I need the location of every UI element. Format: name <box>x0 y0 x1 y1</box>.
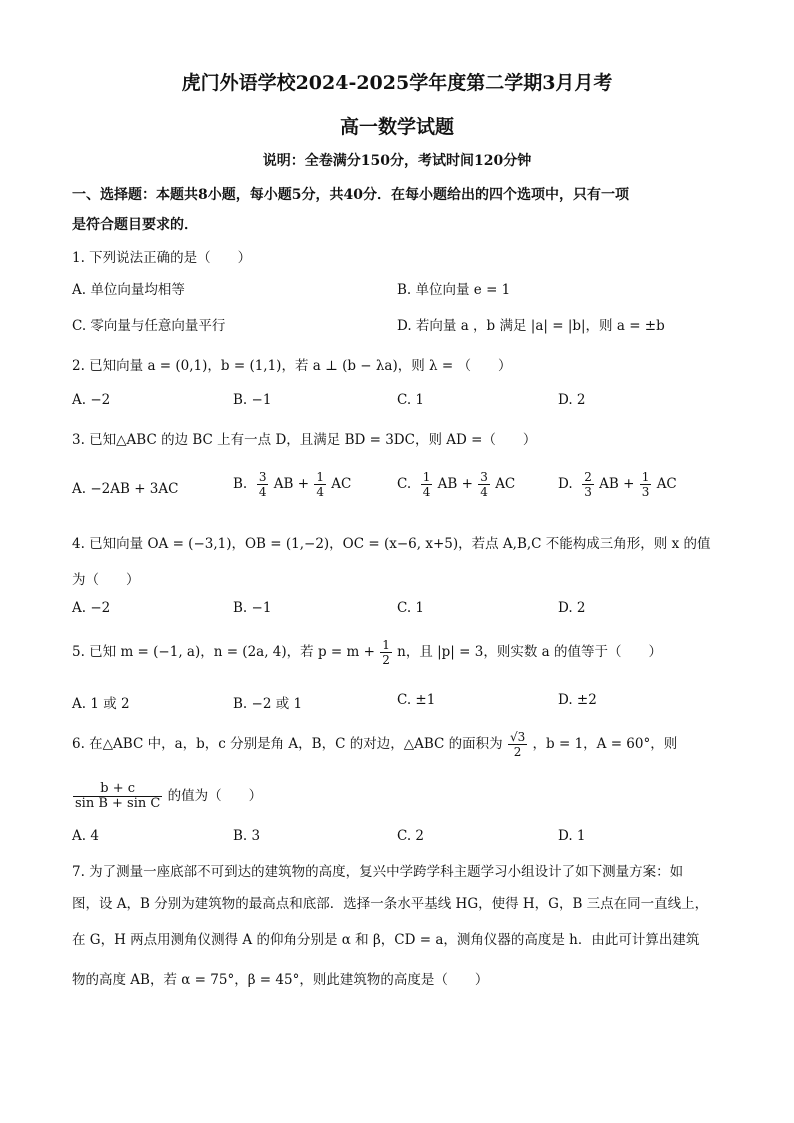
frac-numerator: √3 <box>509 730 526 744</box>
q6-stem <box>72 730 677 759</box>
q3-option-b-frac1 <box>257 470 269 499</box>
q6-stem-pre: 6. 在△ABC 中，a，b，c 分别是角 A，B，C 的对边，△ABC 的面积为 <box>72 736 503 752</box>
q2-option-d: D. 2 <box>558 392 586 408</box>
frac-numerator: 1 <box>382 638 390 652</box>
q5-option-a: A. 1 或 2 <box>72 696 130 712</box>
frac-denominator: 3 <box>641 485 650 499</box>
frac-numerator: b + c <box>73 782 162 797</box>
q3-stem: 3. 已知△ABC 的边 BC 上有一点 D，且满足 BD = 3DC，则 AD =（ ） <box>72 432 537 448</box>
frac-denominator: 4 <box>480 485 488 499</box>
frac-denominator: 4 <box>316 485 324 499</box>
q7-line1: 7. 为了测量一座底部不可到达的建筑物的高度，复兴中学跨学科主题学习小组设计了如下测量方案：如 <box>72 864 684 880</box>
q2-option-c: C. 1 <box>397 392 425 408</box>
frac-numerator: 1 <box>641 470 650 484</box>
q3-option-b-mid: AB + <box>273 476 310 492</box>
q6-ratio-fraction <box>73 782 162 811</box>
q5-stem <box>72 638 662 667</box>
frac-denominator: 2 <box>382 653 390 667</box>
exam-title: 虎门外语学校2024-2025学年度第二学期3月月考 <box>181 72 613 94</box>
q1-stem: 1. 下列说法正确的是（ ） <box>72 250 252 266</box>
q6-stem-post2: 的值为（ ） <box>167 788 263 804</box>
q7-line2: 图，设 A，B 分别为建筑物的最高点和底部．选择一条水平基线 HG，使得 H，G，B 三点在同一直线上， <box>72 896 709 912</box>
q3-option-c-mid: AB + <box>437 476 473 492</box>
frac-numerator: 3 <box>480 470 488 484</box>
q3-option-a: A. −2AB + 3AC <box>72 481 179 497</box>
frac-numerator: 1 <box>316 470 324 484</box>
frac-numerator: 3 <box>258 470 267 484</box>
q5-option-d: D. ±2 <box>558 692 597 708</box>
q2-option-a: A. −2 <box>72 392 111 408</box>
q3-option-c-frac2 <box>478 470 490 499</box>
q5-half-fraction <box>380 638 392 667</box>
q7-line3: 在 G，H 两点用测角仪测得 A 的仰角分别是 α 和 β，CD = a，测角仪器的高度是 h．由此可计算出建筑 <box>72 932 700 948</box>
q7-line4: 物的高度 AB，若 α = 75°，β = 45°，则此建筑物的高度是（ ） <box>72 972 489 988</box>
q6-option-b: B. 3 <box>233 828 261 844</box>
section-heading-line1: 一、选择题：本题共8小题，每小题5分，共40分．在每小题给出的四个选项中，只有一项 <box>72 187 629 203</box>
q3-option-b-label: B. <box>233 476 248 492</box>
q3-option-d-label: D. <box>558 476 573 492</box>
q2-stem: 2. 已知向量 a = (0,1)，b = (1,1)，若 a ⊥ (b − λa)，则 λ = （ ） <box>72 358 512 374</box>
q3-option-b <box>233 470 351 499</box>
frac-denominator: sin B + sin C <box>75 796 161 811</box>
q6-stem-post: ，b = 1，A = 60°，则 <box>532 736 678 752</box>
q6-area-fraction <box>508 730 527 759</box>
q5-stem-pre: 5. 已知 m = (−1, a)，n = (2a, 4)，若 p = m + <box>72 644 375 660</box>
q4-stem-line2: 为（ ） <box>72 572 140 588</box>
q6-option-c: C. 2 <box>397 828 425 844</box>
q3-option-c-end: AC <box>495 476 516 492</box>
frac-denominator: 3 <box>584 485 592 499</box>
q1-option-b: B. 单位向量 e = 1 <box>397 282 511 298</box>
frac-numerator: 2 <box>584 470 592 484</box>
frac-numerator: 1 <box>422 470 431 484</box>
q1-option-d: D. 若向量 a ，b 满足 |a| = |b|，则 a = ±b <box>397 318 665 334</box>
q6-option-d: D. 1 <box>558 828 586 844</box>
q5-stem-post: n，且 |p| = 3，则实数 a 的值等于（ ） <box>397 644 662 660</box>
q3-option-c <box>397 470 515 499</box>
q3-option-c-frac1 <box>421 470 433 499</box>
exam-note: 说明：全卷满分150分，考试时间120分钟 <box>262 153 532 169</box>
q6-stem-line2 <box>72 782 262 811</box>
frac-denominator: 4 <box>258 485 267 499</box>
q3-option-c-label: C. <box>397 476 412 492</box>
q4-option-c: C. 1 <box>397 600 425 616</box>
q3-option-d <box>558 470 677 499</box>
q3-option-d-mid: AB + <box>599 476 635 492</box>
q4-option-b: B. −1 <box>233 600 272 616</box>
section-heading-line2: 是符合题目要求的． <box>72 217 198 233</box>
q4-stem: 4. 已知向量 OA = (−3,1)，OB = (1,−2)，OC = (x−6, x+5)，若点 A,B,C 不能构成三角形，则 x 的值 <box>72 536 711 552</box>
frac-denominator: 4 <box>422 485 431 499</box>
q5-option-b: B. −2 或 1 <box>233 696 303 712</box>
q3-option-d-end: AC <box>656 476 677 492</box>
q1-option-a: A. 单位向量均相等 <box>72 282 185 298</box>
frac-denominator: 2 <box>513 745 522 759</box>
q3-option-b-end: AC <box>331 476 352 492</box>
q4-option-a: A. −2 <box>72 600 111 616</box>
q2-option-b: B. −1 <box>233 392 272 408</box>
q5-option-c: C. ±1 <box>397 692 436 708</box>
q6-option-a: A. 4 <box>72 828 99 844</box>
q1-option-c: C. 零向量与任意向量平行 <box>72 318 226 334</box>
q4-option-d: D. 2 <box>558 600 586 616</box>
exam-subtitle: 高一数学试题 <box>339 116 454 138</box>
q3-option-d-frac2 <box>640 470 652 499</box>
q3-option-d-frac1 <box>582 470 594 499</box>
q3-option-b-frac2 <box>314 470 326 499</box>
